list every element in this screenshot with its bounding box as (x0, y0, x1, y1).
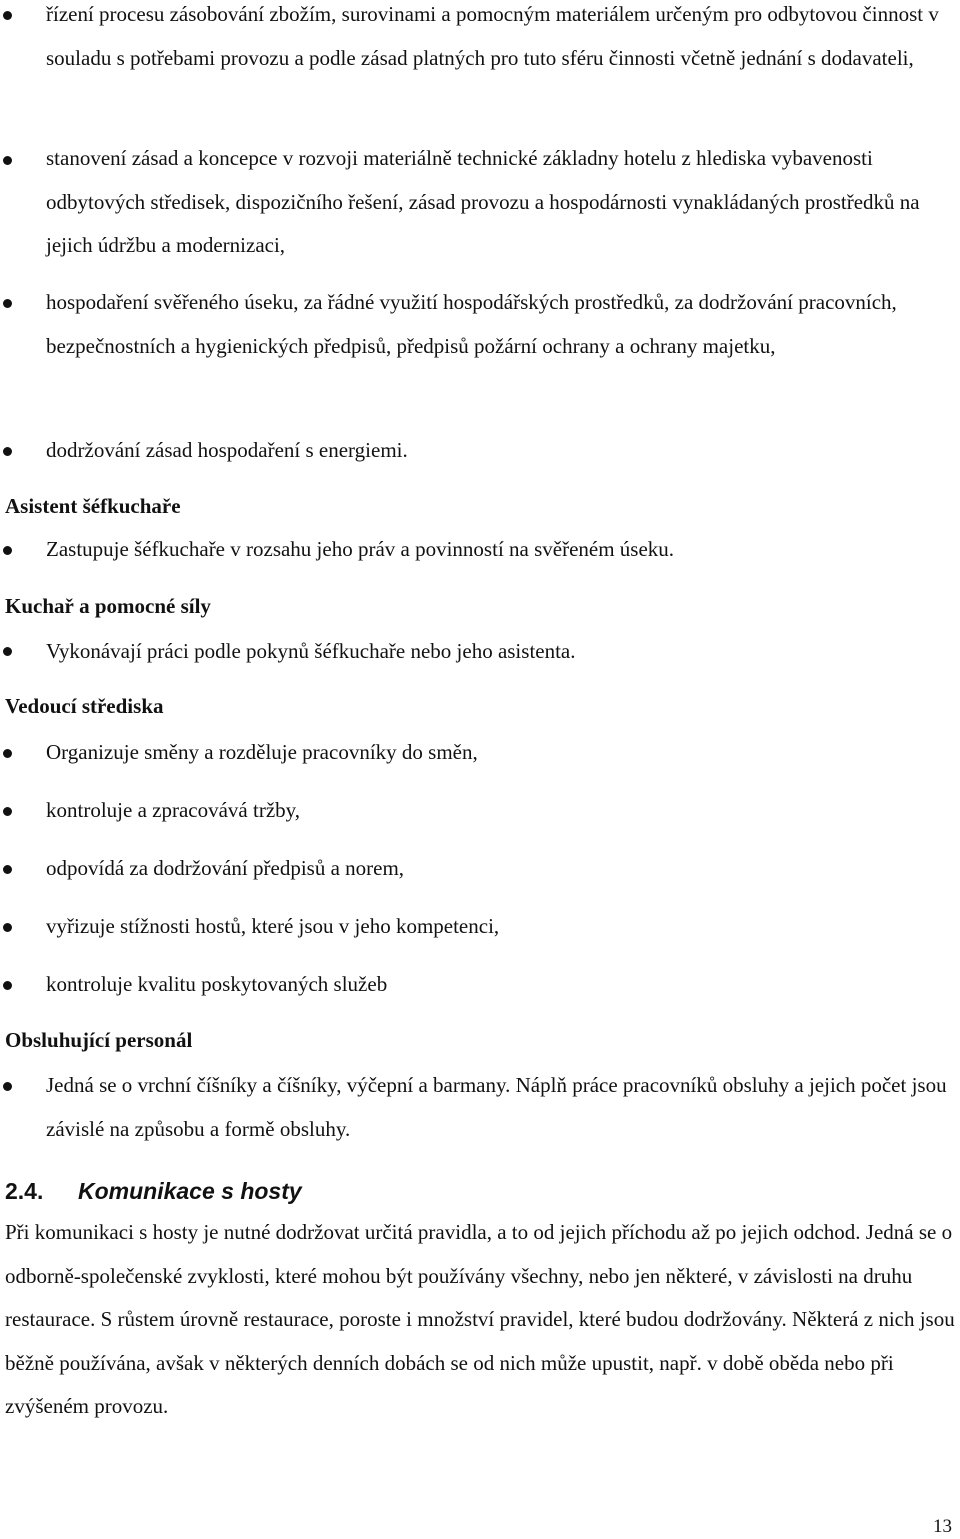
list-item-text: kontroluje kvalitu poskytovaných služeb (46, 972, 388, 996)
section-title-text: Komunikace s hosty (78, 1178, 302, 1204)
bullet-icon (3, 923, 12, 932)
bullet-icon (3, 156, 12, 165)
list-item-text: Organizuje směny a rozděluje pracovníky do směn, (46, 740, 478, 764)
section-heading: Asistent šéfkuchaře (5, 494, 181, 518)
bullet-icon (3, 299, 12, 308)
section-heading: Kuchař a pomocné síly (5, 594, 211, 618)
bullet-icon (3, 981, 12, 990)
bullet-icon (3, 647, 12, 656)
bullet-icon (3, 546, 12, 555)
list-item-text: Jedná se o vrchní číšníky a číšníky, výčepní a barmany. Náplň práce pracovníků obsluhy a jejich počet jsou závislé na způsobu a formě obsluhy. (46, 1073, 947, 1141)
list-item-text: Zastupuje šéfkuchaře v rozsahu jeho práv a povinností na svěřeném úseku. (46, 537, 675, 561)
list-item-text: kontroluje a zpracovává tržby, (46, 798, 301, 822)
list-item-text: dodržování zásad hospodaření s energiemi. (46, 438, 408, 462)
bullet-icon (3, 1082, 12, 1091)
list-item-text: odpovídá za dodržování předpisů a norem, (46, 856, 405, 880)
section-heading: Obsluhující personál (5, 1028, 193, 1052)
bullet-icon (3, 11, 12, 20)
bullet-icon (3, 865, 12, 874)
section-heading: Vedoucí střediska (5, 694, 164, 718)
list-item-text: Vykonávají práci podle pokynů šéfkuchaře nebo jeho asistenta. (46, 639, 576, 663)
bullet-icon (3, 749, 12, 758)
body-paragraph: Při komunikaci s hosty je nutné dodržovat určitá pravidla, a to od jejich příchodu až po jejich odchod. Jedná se o odborně-společenské zvyklosti, které mohou být používány všechny, nebo jen některé, v závislosti na druhu restaurace. S růstem úrovně restaurace, poroste i množství pravidel, které budou dodržovány. Některá z nich jsou běžně používána, avšak v některých denních dobách se od nich může upustit, např. v době oběda nebo při zvýšeném provozu. (5, 1220, 955, 1418)
list-item-text: řízení procesu zásobování zbožím, surovinami a pomocným materiálem určeným pro odbytovou činnost v souladu s potřebami provozu a podle zásad platných pro tuto sféru činnosti včetně jednání s dodavateli, (46, 2, 939, 70)
section-title (5, 1176, 302, 1206)
list-item-text: hospodaření svěřeného úseku, za řádné využití hospodářských prostředků, za dodržování pracovních, bezpečnostních a hygienických předpisů, předpisů požární ochrany a ochrany majetku, (46, 290, 897, 358)
list-item-text: stanovení zásad a koncepce v rozvoji materiálně technické základny hotelu z hlediska vybavenosti odbytových středisek, dispozičního řešení, zásad provozu a hospodárnosti vynakládaných prostředků na jejich údržbu a modernizaci, (46, 146, 920, 257)
list-item-text: vyřizuje stížnosti hostů, které jsou v jeho kompetenci, (46, 914, 500, 938)
bullet-icon (3, 807, 12, 816)
page-number: 13 (933, 1516, 952, 1537)
section-number: 2.4. (5, 1178, 44, 1204)
bullet-icon (3, 447, 12, 456)
